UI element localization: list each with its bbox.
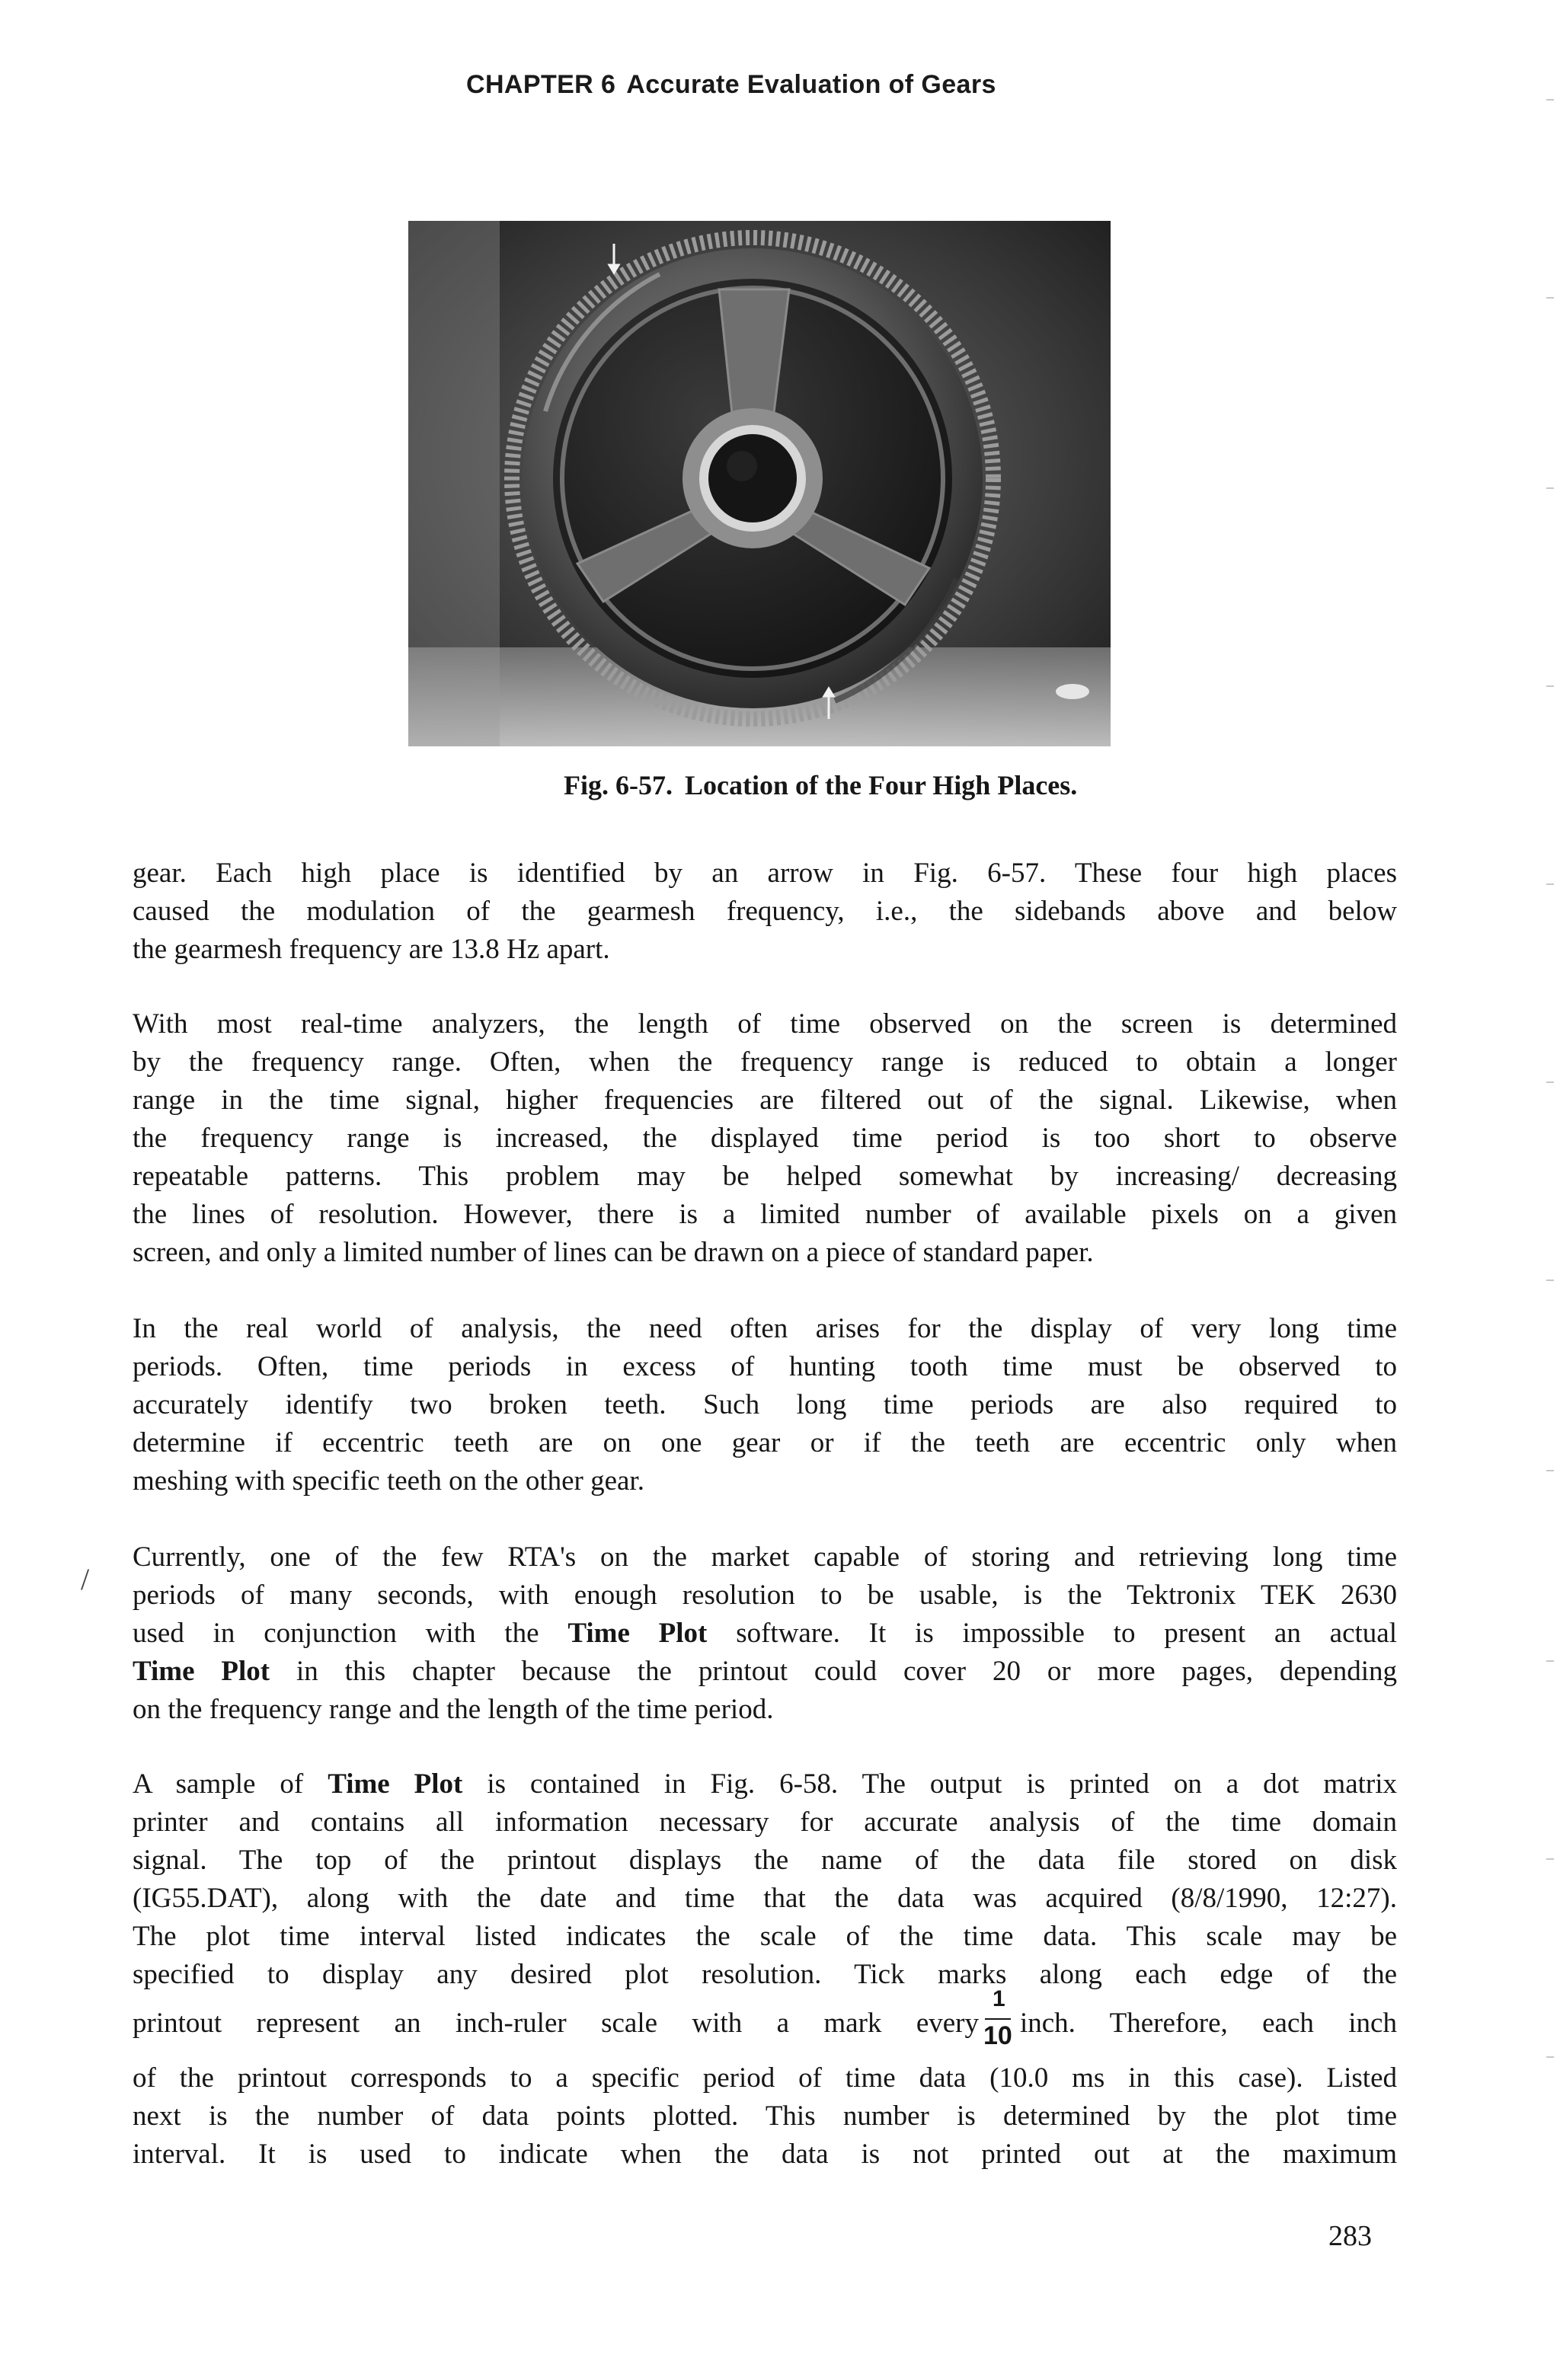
- scan-edge-mark: [1546, 685, 1554, 687]
- text-line: meshing with specific teeth on the other gear.: [133, 1465, 644, 1497]
- text-line: In the real world of analysis, the need often arises for the display of very long time: [133, 1313, 1397, 1344]
- paragraph-1: [133, 855, 1397, 969]
- scan-edge-mark: [1546, 297, 1554, 299]
- running-header: [466, 70, 996, 100]
- page-number: 283: [1328, 2220, 1372, 2252]
- figure-label: Fig. 6-57.: [564, 770, 673, 800]
- paragraph-2: [133, 1005, 1397, 1272]
- text-line: interval. It is used to indicate when the data is not printed out at the maximum: [133, 2139, 1397, 2170]
- software-name: Time Plot: [567, 1618, 708, 1649]
- text-line: signal. The top of the printout displays the name of the data file stored on disk: [133, 1845, 1397, 1876]
- text-line: range in the time signal, higher frequencies are filtered out of the signal. Likewise, when: [133, 1085, 1397, 1116]
- paragraph-5: [133, 1765, 1397, 2174]
- text-line: With most real-time analyzers, the length of time observed on the screen is determined: [133, 1008, 1397, 1040]
- text-line: printer and contains all information necessary for accurate analysis of the time domain: [133, 1807, 1397, 1838]
- text-line: gear. Each high place is identified by an arrow in Fig. 6-57. These four high places: [133, 858, 1397, 889]
- text-line: the lines of resolution. However, there is a limited number of available pixels on a given: [133, 1199, 1397, 1230]
- text-line: caused the modulation of the gearmesh frequency, i.e., the sidebands above and below: [133, 896, 1397, 927]
- software-name: Time Plot: [328, 1768, 463, 1800]
- scan-edge-mark: [1546, 1858, 1554, 1860]
- text-line: repeatable patterns. This problem may be helped somewhat by increasing/ decreasing: [133, 1161, 1397, 1192]
- text-line: next is the number of data points plotted. This number is determined by the plot time: [133, 2100, 1397, 2132]
- text-line: Time Plot in this chapter because the printout could cover 20 or more pages, depending: [133, 1656, 1397, 1687]
- text-line: used in conjunction with the Time Plot software. It is impossible to present an actual: [133, 1618, 1397, 1649]
- text-line: on the frequency range and the length of the time period.: [133, 1694, 774, 1725]
- text-line: by the frequency range. Often, when the frequency range is reduced to obtain a longer: [133, 1046, 1397, 1078]
- text-line: accurately identify two broken teeth. Such long time periods are also required to: [133, 1389, 1397, 1420]
- figure-caption-text: Location of the Four High Places.: [684, 770, 1078, 800]
- text-line: Currently, one of the few RTA's on the market capable of storing and retrieving long time: [133, 1541, 1397, 1573]
- scan-edge-mark: [1546, 883, 1554, 885]
- text-line: (IG55.DAT), along with the date and time that the data was acquired (8/8/1990, 12:27).: [133, 1883, 1397, 1914]
- scan-edge-mark: [1546, 1660, 1554, 1662]
- text-line: the frequency range is increased, the displayed time period is too short to observe: [133, 1123, 1397, 1154]
- text-line: periods. Often, time periods in excess of hunting tooth time must be observed to: [133, 1351, 1397, 1382]
- figure-caption: [564, 769, 1077, 801]
- scan-edge-mark: [1546, 487, 1554, 489]
- gear-photo: [408, 221, 1111, 746]
- scan-edge-mark: [1546, 2056, 1554, 2058]
- scan-edge-mark: [1546, 1279, 1554, 1281]
- scan-edge-mark: [1546, 1081, 1554, 1083]
- text-line: The plot time interval listed indicates the scale of the time data. This scale may be: [133, 1921, 1397, 1952]
- text-line: printout represent an inch-ruler scale with a mark every $\frac{1}{10}$ inch. Therefore, each inch: [133, 1986, 1397, 2050]
- scan-edge-mark: [1546, 99, 1554, 101]
- text-line: screen, and only a limited number of lines can be drawn on a piece of standard paper.: [133, 1237, 1094, 1268]
- text-line: A sample of Time Plot is contained in Fig. 6-58. The output is printed on a dot matrix: [133, 1768, 1397, 1800]
- text-line: determine if eccentric teeth are on one gear or if the teeth are eccentric only when: [133, 1427, 1397, 1458]
- paragraph-3: [133, 1310, 1397, 1500]
- text-line: periods of many seconds, with enough resolution to be usable, is the Tektronix TEK 2630: [133, 1580, 1397, 1611]
- text-line: specified to display any desired plot resolution. Tick marks along each edge of the: [133, 1959, 1397, 1990]
- fraction-one-tenth: $\frac{1}{10}$: [983, 1986, 1012, 2050]
- paragraph-4: [133, 1538, 1397, 1729]
- text-line: the gearmesh frequency are 13.8 Hz apart.: [133, 934, 610, 965]
- chapter-title: Accurate Evaluation of Gears: [626, 70, 996, 99]
- chapter-label: CHAPTER 6: [466, 70, 616, 99]
- software-name: Time Plot: [133, 1656, 270, 1687]
- scan-edge-mark: [1546, 1470, 1554, 1471]
- text-line: of the printout corresponds to a specific period of time data (10.0 ms in this case). Listed: [133, 2062, 1397, 2094]
- margin-mark: /: [81, 1562, 90, 1596]
